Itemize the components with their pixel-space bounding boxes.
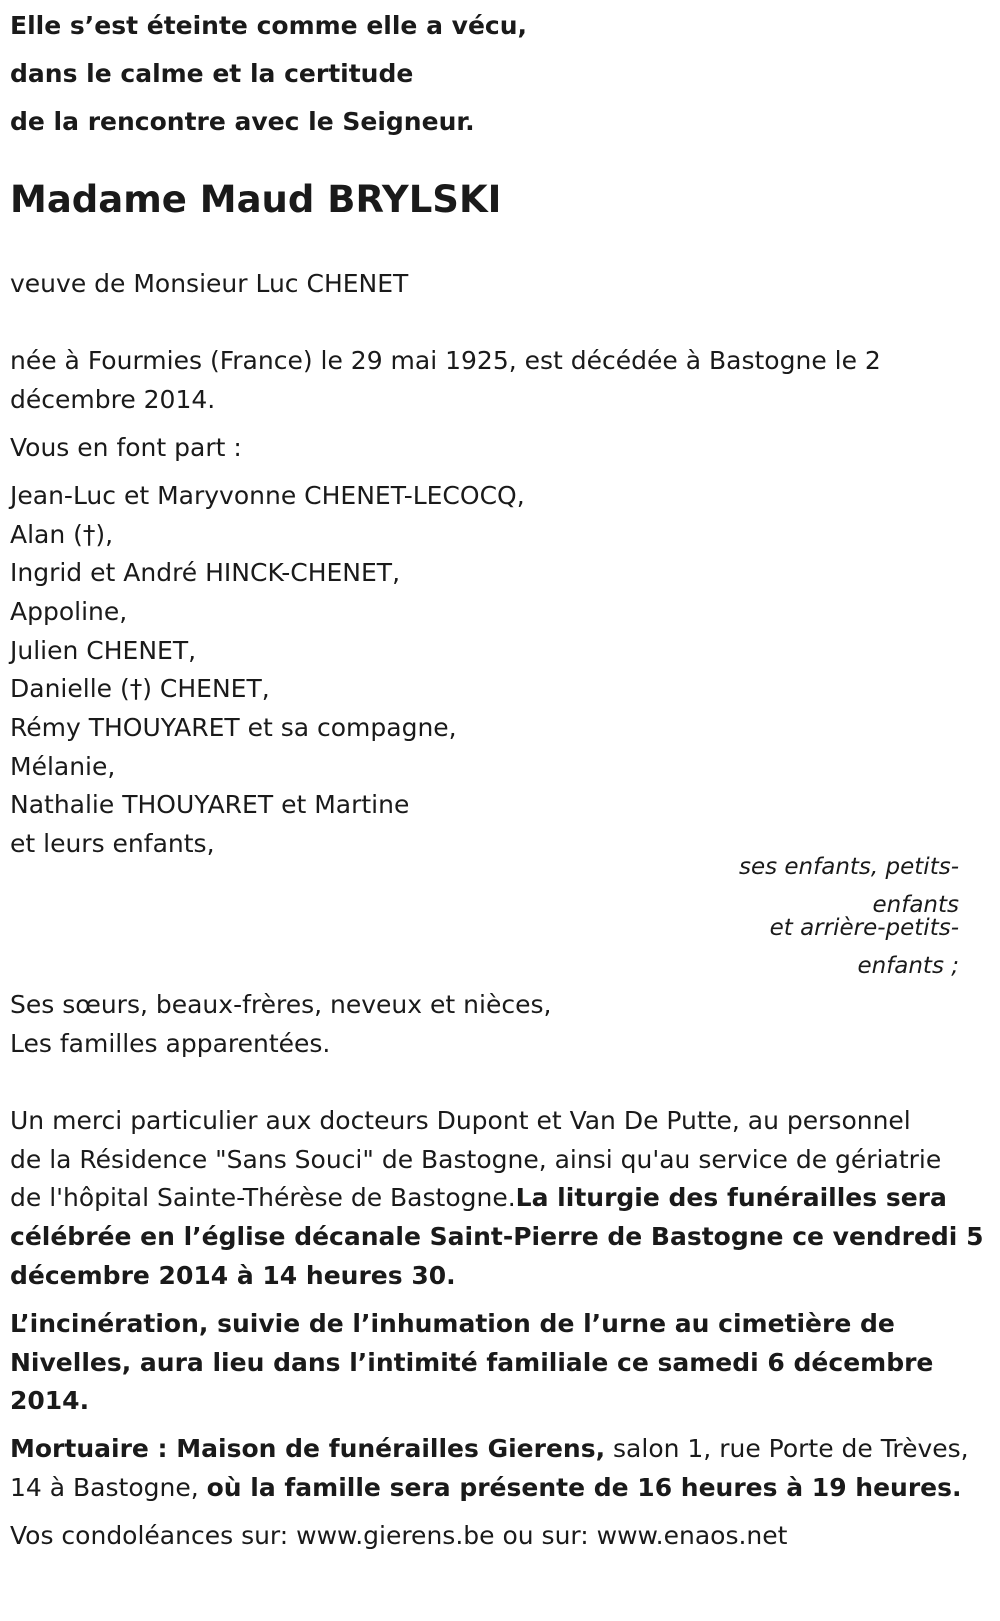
birth-death-line-1: née à Fourmies (France) le 29 mai 1925, est décédée à Bastogne le 2 <box>10 346 881 375</box>
family-line: Nathalie THOUYARET et Martine <box>10 790 410 819</box>
family-line: Alan (†), <box>10 520 114 549</box>
announce: Vous en font part : <box>10 433 242 462</box>
liturgy-line-2: célébrée en l’église décanale Saint-Pierre de Bastogne ce vendredi 5 <box>10 1222 984 1251</box>
thanks-line-2: de la Résidence "Sans Souci" de Bastogne, ainsi qu'au service de gériatrie <box>10 1145 942 1174</box>
mortuary-hours: où la famille sera présente de 16 heures à 19 heures. <box>206 1473 962 1502</box>
birth-death-line-2: décembre 2014. <box>10 385 216 414</box>
family-line: Julien CHENET, <box>10 636 197 665</box>
cremation-line-3: 2014. <box>10 1386 90 1415</box>
condolences: Vos condoléances sur: www.gierens.be ou sur: www.enaos.net <box>10 1521 788 1550</box>
family-line: Appoline, <box>10 597 128 626</box>
family-line: Mélanie, <box>10 752 116 781</box>
cremation-line-2: Nivelles, aura lieu dans l’intimité familiale ce samedi 6 décembre <box>10 1348 934 1377</box>
deceased-name: Madame Maud BRYLSKI <box>10 178 502 221</box>
liturgy-line-3: décembre 2014 à 14 heures 30. <box>10 1261 456 1290</box>
relation-note-line-2: enfants <box>872 892 959 918</box>
relation-note-line-4: enfants ; <box>857 953 959 979</box>
relation-note-line-1: ses enfants, petits- <box>738 854 959 880</box>
intro-line-1: Elle s’est éteinte comme elle a vécu, <box>10 11 528 40</box>
widow-of: veuve de Monsieur Luc CHENET <box>10 269 409 298</box>
family-line: Rémy THOUYARET et sa compagne, <box>10 713 457 742</box>
intro-line-3: de la rencontre avec le Seigneur. <box>10 107 475 136</box>
family-line: Danielle (†) CHENET, <box>10 674 270 703</box>
family-line: Jean-Luc et Maryvonne CHENET-LECOCQ, <box>10 481 525 510</box>
mortuary-line-1 <box>10 1429 969 1469</box>
liturgy-text: La liturgie des funérailles sera <box>515 1183 947 1212</box>
thanks-text: de l'hôpital Sainte-Thérèse de Bastogne. <box>10 1183 516 1212</box>
others-line-1: Ses sœurs, beaux-frères, neveux et nièces, <box>10 990 552 1019</box>
mortuary-city: 14 à Bastogne, <box>10 1473 207 1502</box>
thanks-line-1: Un merci particulier aux docteurs Dupont et Van De Putte, au personnel <box>10 1106 911 1135</box>
relation-note-line-3: et arrière-petits- <box>769 915 959 941</box>
cremation-line-1: L’incinération, suivie de l’inhumation de l’urne au cimetière de <box>10 1309 895 1338</box>
mortuary-address: salon 1, rue Porte de Trèves, <box>605 1434 969 1463</box>
mortuary-line-2 <box>10 1468 962 1508</box>
intro-line-2: dans le calme et la certitude <box>10 59 414 88</box>
family-line: Ingrid et André HINCK-CHENET, <box>10 558 401 587</box>
mortuary-label: Mortuaire : Maison de funérailles Gierens, <box>10 1434 606 1463</box>
family-line: et leurs enfants, <box>10 829 215 858</box>
others-line-2: Les familles apparentées. <box>10 1029 331 1058</box>
thanks-line-3 <box>10 1178 947 1218</box>
